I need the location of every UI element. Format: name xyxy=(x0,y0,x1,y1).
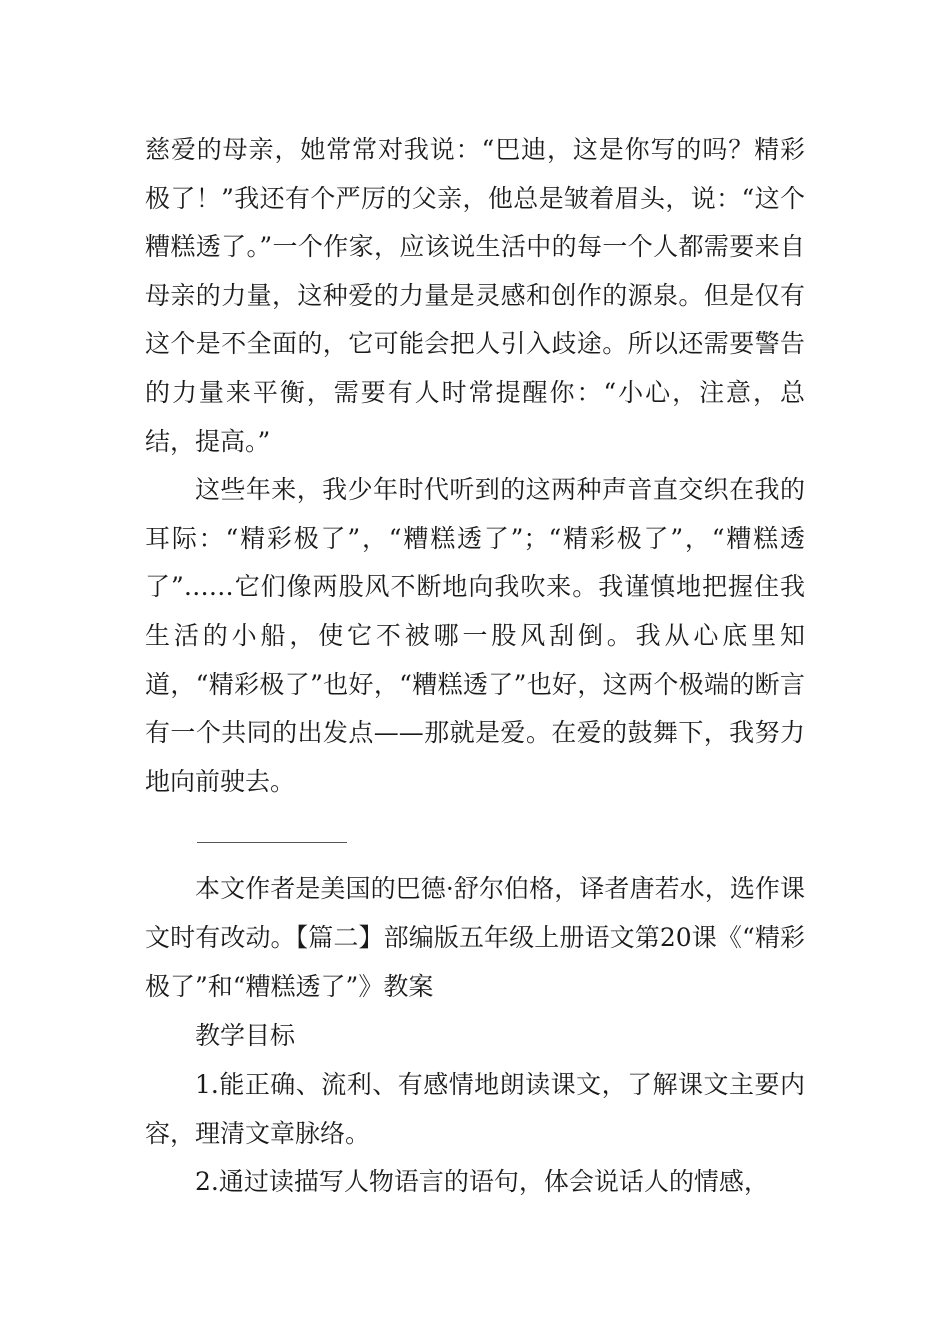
objective-item-2: 2.通过读描写人物语言的语句，体会说话人的情感， xyxy=(195,1167,769,1197)
footnote-divider xyxy=(197,842,347,843)
objective-item-1: 1.能正确、流利、有感情地朗读课文，了解课文主要内容，理清文章脉络。 xyxy=(145,1070,805,1148)
footnote-paragraph: 本文作者是美国的巴德·舒尔伯格，译者唐若水，选作课文时有改动。【篇二】部编版五年级上册语文第20课《“精彩极了”和“糟糕透了”》教案 xyxy=(145,874,805,1001)
document-page xyxy=(145,126,805,1207)
section-heading-teaching-goals: 教学目标 xyxy=(195,1021,296,1051)
body-paragraph-1: 慈爱的母亲，她常常对我说：“巴迪，这是你写的吗？精彩极了！”我还有个严厉的父亲，他总是皱着眉头，说：“这个糟糕透了。”一个作家，应该说生活中的每一个人都需要来自母亲的力量，这种爱的力量是灵感和创作的源泉。但是仅有这个是不全面的，它可能会把人引入歧途。所以还需要警告的力量来平衡，需要有人时常提醒你：“小心，注意，总结，提高。” xyxy=(145,135,805,456)
body-paragraph-2: 这些年来，我少年时代听到的这两种声音直交织在我的耳际：“精彩极了”，“糟糕透了”；“精彩极了”，“糟糕透了”……它们像两股风不断地向我吹来。我谨慎地把握住我生活的小船，使它不被哪一股风刮倒。我从心底里知道，“精彩极了”也好，“糟糕透了”也好，这两个极端的断言有一个共同的出发点——那就是爱。在爱的鼓舞下，我努力地向前驶去。 xyxy=(145,475,805,796)
